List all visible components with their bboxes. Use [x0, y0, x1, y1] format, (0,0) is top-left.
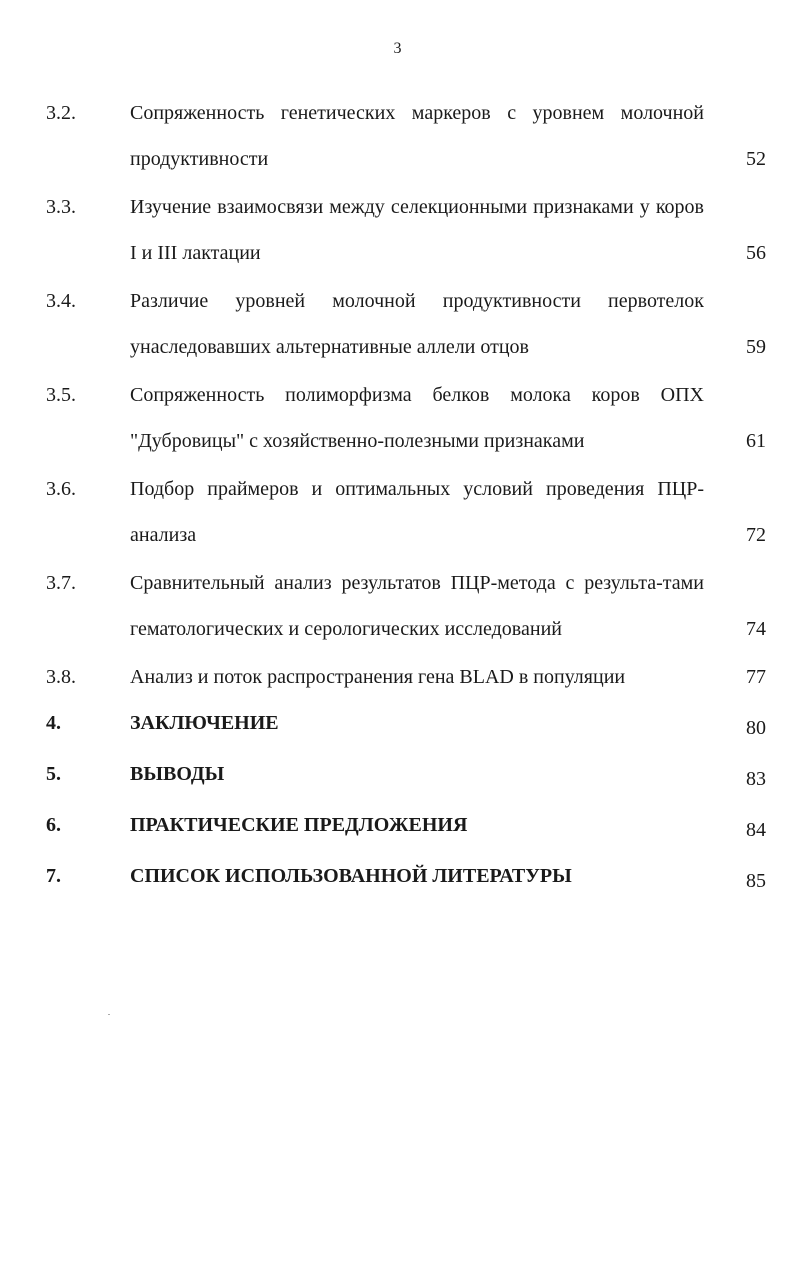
toc-entry-title: СПИСОК ИСПОЛЬЗОВАННОЙ ЛИТЕРАТУРЫ	[130, 865, 572, 887]
toc-entry-7[interactable]	[46, 853, 766, 904]
scan-speck	[108, 1014, 110, 1015]
toc-entry-6[interactable]	[46, 802, 766, 853]
toc-entry-page: 85	[746, 870, 766, 892]
toc-entry-number: 3.8.	[46, 666, 76, 688]
toc-entry-title: Различие уровней молочной продуктивности первотелок унаследовавших альтернативные аллели отцов	[130, 290, 704, 358]
toc-entry-title: Анализ и поток распространения гена BLAD в популяции	[130, 666, 626, 688]
toc-entry-title: ЗАКЛЮЧЕНИЕ	[130, 712, 279, 734]
toc-entry-3-4[interactable]	[46, 278, 766, 370]
toc-entry-number: 4.	[46, 712, 61, 734]
toc-entry-number: 7.	[46, 865, 61, 887]
toc-entry-3-8[interactable]	[46, 654, 766, 700]
toc-entry-page: 80	[746, 717, 766, 739]
toc-entry-3-7[interactable]	[46, 560, 766, 652]
toc-entry-title: ВЫВОДЫ	[130, 763, 225, 785]
toc-entry-number: 3.2.	[46, 102, 76, 124]
toc-entry-number: 6.	[46, 814, 61, 836]
toc-entry-number: 3.7.	[46, 572, 76, 594]
toc-entry-page: 84	[746, 819, 766, 841]
toc-entry-title: Изучение взаимосвязи между селекционными признаками у коров I и III лактации	[130, 196, 704, 264]
toc-entry-3-6[interactable]	[46, 466, 766, 558]
toc-entry-5[interactable]	[46, 751, 766, 802]
toc-entry-page: 61	[746, 430, 766, 452]
toc-entry-number: 3.6.	[46, 478, 76, 500]
toc-entry-title: Сравнительный анализ результатов ПЦР-метода с результа-тами гематологических и серологических исследований	[130, 572, 704, 640]
toc-entry-title: ПРАКТИЧЕСКИЕ ПРЕДЛОЖЕНИЯ	[130, 814, 468, 836]
toc-entry-number: 3.4.	[46, 290, 76, 312]
toc-entry-4[interactable]	[46, 700, 766, 751]
toc-entry-page: 52	[746, 148, 766, 170]
toc-entry-number: 3.5.	[46, 384, 76, 406]
page-number: 3	[393, 40, 402, 57]
toc-entry-3-3[interactable]	[46, 184, 766, 276]
toc-entry-page: 77	[746, 666, 766, 688]
toc-entry-page: 59	[746, 336, 766, 358]
toc-entry-number: 3.3.	[46, 196, 76, 218]
toc-entry-3-5[interactable]	[46, 372, 766, 464]
toc-entry-page: 72	[746, 524, 766, 546]
toc-entry-title: Сопряженность генетических маркеров с уровнем молочной продуктивности	[130, 102, 704, 170]
toc-entry-page: 56	[746, 242, 766, 264]
toc-entry-3-2[interactable]	[46, 90, 766, 182]
toc-entry-title: Сопряженность полиморфизма белков молока коров ОПХ "Дубровицы" с хозяйственно-полезными признаками	[130, 384, 704, 452]
table-of-contents	[46, 90, 766, 904]
toc-entry-page: 74	[746, 618, 766, 640]
toc-entry-page: 83	[746, 768, 766, 790]
toc-entry-number: 5.	[46, 763, 61, 785]
toc-entry-title: Подбор праймеров и оптимальных условий проведения ПЦР-анализа	[130, 478, 704, 546]
